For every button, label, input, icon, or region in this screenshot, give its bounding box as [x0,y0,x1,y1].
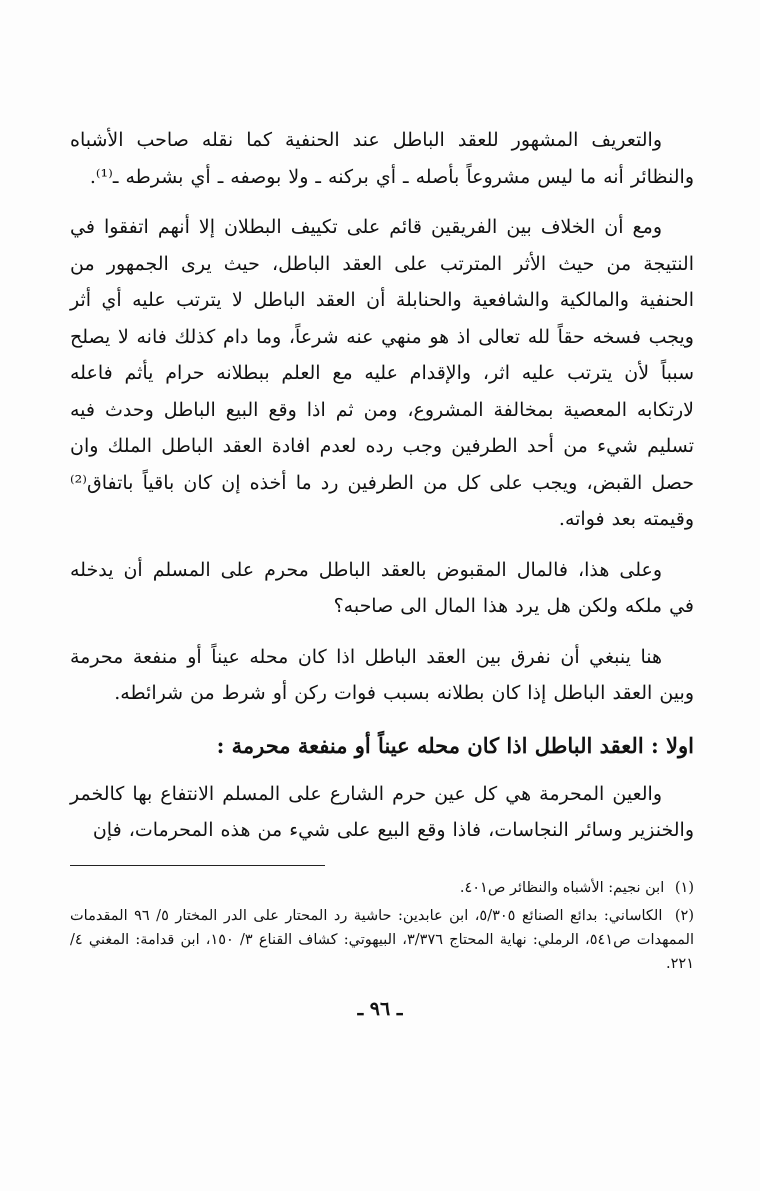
footnote-1-mark: (١) [674,879,694,896]
footnote-1 [70,876,694,900]
section-heading-text: العقد الباطل اذا كان محله عيناً أو منفعة محرمة : [216,732,644,758]
footnote-separator [70,865,325,866]
section-heading [70,726,694,766]
paragraph-distinction: هنا ينبغي أن نفرق بين العقد الباطل اذا كان محله عيناً أو منفعة محرمة وبين العقد الباطل إذا كان بطلانه بسبب فوات ركن أو شرط من شرائطه. [70,645,694,704]
footnote-2-text: الكاساني: بدائع الصنائع ٥/٣٠٥، ابن عابدين: حاشية رد المحتار على الدر المختار ٥/ ٩٦ المقدمات الممهدات ص٥٤١، الرملي: نهاية المحتاج ٣/٣٧٦، البيهوتي: كشاف القناع ٣/ ١٥٠، ابن قدامة: المغني ٤/ ٢٢١. [70,907,694,972]
page-number: ـ ٩٦ ـ [357,998,403,1020]
paragraph-forbidden-items: والعين المحرمة هي كل عين حرم الشارع على المسلم الانتفاع بها كالخمر والخنزير وسائر النجاسات، فاذا وقع البيع على شيء من هذه المحرمات، فإن [70,782,694,841]
paragraph-disagreement: ومع أن الخلاف بين الفريقين قائم على تكييف البطلان إلا أنهم اتفقوا في النتيجة من حيث الأثر المترتب على العقد الباطل، حيث يرى الجمهور من الحنفية والمالكية والشافعية والحنابلة أن العقد الباطل لا يترتب عليه أي أثر ويجب فسخه حقاً لله تعالى اذ هو منهي عنه شرعاً، وما دام كذلك فانه لا يصلح سبباً لأن يترتب عليه اثر، والإقدام عليه مع العلم ببطلانه حرام يأثم فاعله لارتكابه المعصية بمخالفة المشروع، ومن ثم اذا وقع البيع الباطل وحدث فيه تسليم شيء من أحد الطرفين وجب رده لعدم افادة العقد الباطل الملك وان حصل القبض، ويجب على كل من الطرفين رد ما أخذه إن كان باقياً باتفاق⁽²⁾ وقيمته بعد فواته. [70,216,694,530]
footnote-2 [70,904,694,976]
paragraph-seized-money: وعلى هذا، فالمال المقبوض بالعقد الباطل محرم على المسلم أن يدخله في ملكه ولكن هل يرد هذا المال الى صاحبه؟ [70,558,694,617]
footnote-1-text: ابن نجيم: الأشباه والنظائر ص٤٠١. [459,879,665,896]
footnote-2-mark: (٢) [674,907,694,924]
section-heading-number: اولا : [650,732,694,758]
paragraph-definition: والتعريف المشهور للعقد الباطل عند الحنفية كما نقله صاحب الأشباه والنظائر أنه ما ليس مشروعاً بأصله ـ أي بركنه ـ ولا بوصفه ـ أي بشرطه ـ⁽¹⁾. [70,129,694,188]
